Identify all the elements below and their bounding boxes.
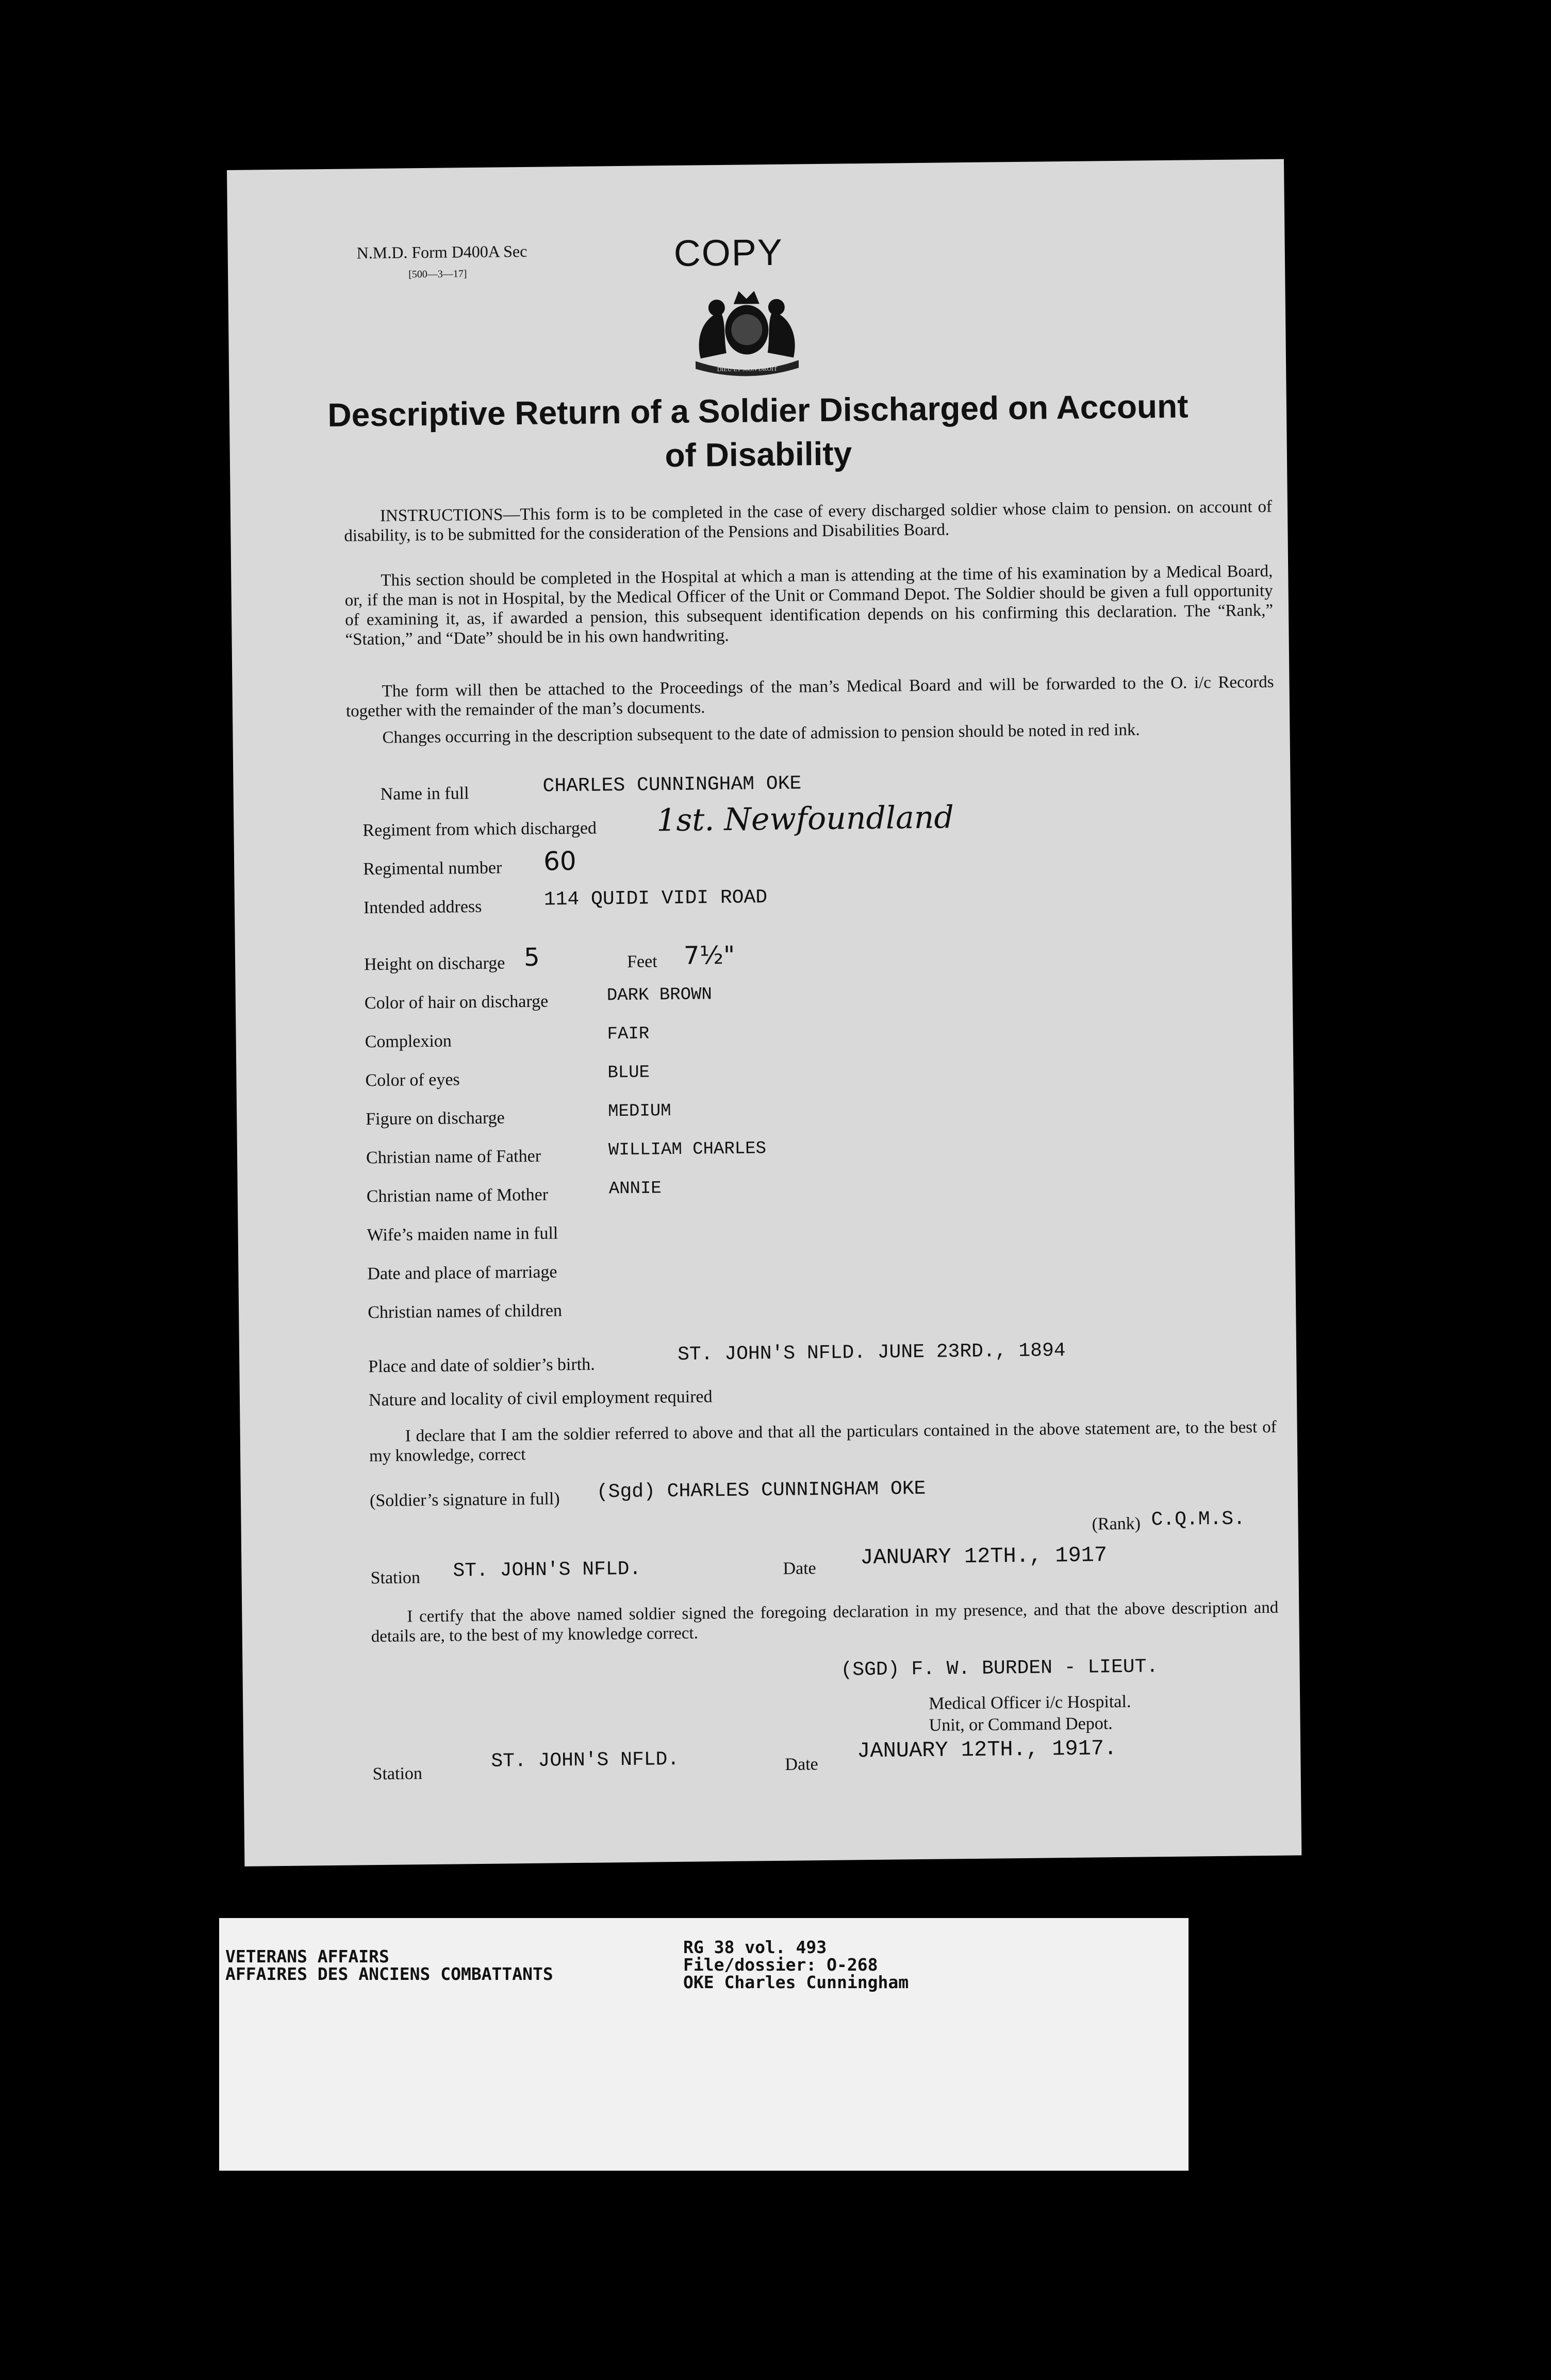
- card-line-veterans: VETERANS AFFAIRS: [225, 1946, 389, 1966]
- name-label: Name in full: [380, 784, 469, 804]
- station-value: ST. JOHN'S NFLD.: [453, 1558, 641, 1582]
- eyes-label: Color of eyes: [365, 1070, 460, 1090]
- card-line-name: OKE Charles Cunningham: [683, 1972, 909, 1992]
- rank-value: C.Q.M.S.: [1151, 1508, 1246, 1531]
- certification-text: I certify that the above named soldier signed the foregoing declaration in my presence, and that the above description and details are, to the best of my knowledge correct.: [371, 1598, 1279, 1646]
- officer-signature-value: (SGD) F. W. BURDEN - LIEUT.: [840, 1656, 1159, 1681]
- date-label: Date: [783, 1559, 816, 1578]
- archive-reference-card: [219, 1918, 1189, 2171]
- rank-label: (Rank): [1092, 1514, 1141, 1534]
- address-value: 114 QUIDI VIDI ROAD: [543, 886, 768, 911]
- name-value: CHARLES CUNNINGHAM OKE: [542, 772, 802, 798]
- form-title-line2: of Disability: [665, 435, 852, 474]
- hair-label: Color of hair on discharge: [364, 991, 549, 1013]
- instructions-para-2: This section should be completed in the Hospital at which a man is attending at the time of his examination by a Medical Board, or, if the man is not in Hospital, by the Medical Officer of the Unit or Command Depot. The Soldier should be given a full opportunity of examining it, as, if awarded a pension, this subsequent identification depends on his confirming this declaration. The “Rank,” “Station,” and “Date” should be in his own handwriting.: [344, 561, 1274, 649]
- figure-value: MEDIUM: [607, 1101, 671, 1122]
- mother-label: Christian name of Mother: [366, 1185, 549, 1206]
- form-code: [500—3—17]: [408, 268, 467, 280]
- crest-motto: DIEU ET MON DROIT: [717, 365, 778, 373]
- height-feet-label: Feet: [626, 952, 657, 971]
- form-id: N.M.D. Form D400A Sec: [356, 241, 527, 262]
- complexion-label: Complexion: [365, 1031, 452, 1052]
- wife-label: Wife’s maiden name in full: [367, 1224, 558, 1245]
- regimental-number-label: Regimental number: [363, 858, 502, 879]
- father-value: WILLIAM CHARLES: [608, 1139, 767, 1161]
- form-title-line1: Descriptive Return of a Soldier Discharged on Account: [327, 387, 1189, 434]
- officer-line1: Medical Officer i/c Hospital.: [929, 1692, 1131, 1713]
- cert-date-label: Date: [785, 1755, 818, 1774]
- copy-stamp: COPY: [673, 232, 784, 274]
- card-line-affaires: AFFAIRES DES ANCIENS COMBATTANTS: [225, 1964, 553, 1984]
- form-sheet: [227, 159, 1301, 1866]
- officer-line2: Unit, or Command Depot.: [929, 1714, 1113, 1735]
- children-label: Christian names of children: [368, 1301, 563, 1323]
- height-feet-value: 5: [523, 943, 540, 972]
- figure-label: Figure on discharge: [366, 1108, 505, 1129]
- height-inches-value: 7½": [683, 940, 735, 970]
- birth-label: Place and date of soldier’s birth.: [368, 1354, 595, 1377]
- marriage-label: Date and place of marriage: [367, 1262, 557, 1284]
- employment-label: Nature and locality of civil employment required: [368, 1387, 713, 1410]
- regiment-label: Regiment from which discharged: [362, 818, 597, 840]
- birth-value: ST. JOHN'S NFLD. JUNE 23RD., 1894: [677, 1340, 1066, 1366]
- station-label: Station: [370, 1568, 421, 1588]
- address-label: Intended address: [363, 897, 482, 918]
- declaration-text: I declare that I am the soldier referred to above and that all the particulars contained in the above statement are, to the best of my knowledge, correct: [369, 1417, 1277, 1466]
- card-line-rg: RG 38 vol. 493: [683, 1937, 827, 1957]
- cert-station-label: Station: [372, 1764, 423, 1784]
- date-value: JANUARY 12TH., 1917: [860, 1543, 1108, 1571]
- mother-value: ANNIE: [608, 1179, 662, 1199]
- regimental-number-value: 60: [543, 846, 576, 877]
- instructions-para-1: INSTRUCTIONS—This form is to be completed in the case of every discharged soldier whose claim to pension. on account of disability, is to be submitted for the consideration of the Pensions and Disabilities Board.: [344, 497, 1273, 546]
- eyes-value: BLUE: [607, 1063, 650, 1083]
- height-label: Height on discharge: [364, 953, 505, 974]
- cert-date-value: JANUARY 12TH., 1917.: [856, 1736, 1117, 1764]
- hair-value: DARK BROWN: [606, 985, 713, 1006]
- father-label: Christian name of Father: [366, 1146, 541, 1168]
- instructions-para-4: Changes occurring in the description subsequent to the date of admission to pension should be noted in red ink.: [382, 720, 1140, 747]
- signature-value: (Sgd) CHARLES CUNNINGHAM OKE: [596, 1477, 926, 1503]
- signature-label: (Soldier’s signature in full): [369, 1489, 560, 1511]
- instructions-para-3: The form will then be attached to the Proceedings of the man’s Medical Board and will be forwarded to the O. i/c Records together with the remainder of the man’s documents.: [345, 672, 1274, 721]
- complexion-value: FAIR: [607, 1024, 650, 1045]
- card-line-file: File/dossier: O-268: [683, 1955, 878, 1975]
- cert-station-value: ST. JOHN'S NFLD.: [491, 1748, 680, 1773]
- royal-crest-icon: [679, 275, 814, 379]
- regiment-value: 1st. Newfoundland: [656, 799, 954, 839]
